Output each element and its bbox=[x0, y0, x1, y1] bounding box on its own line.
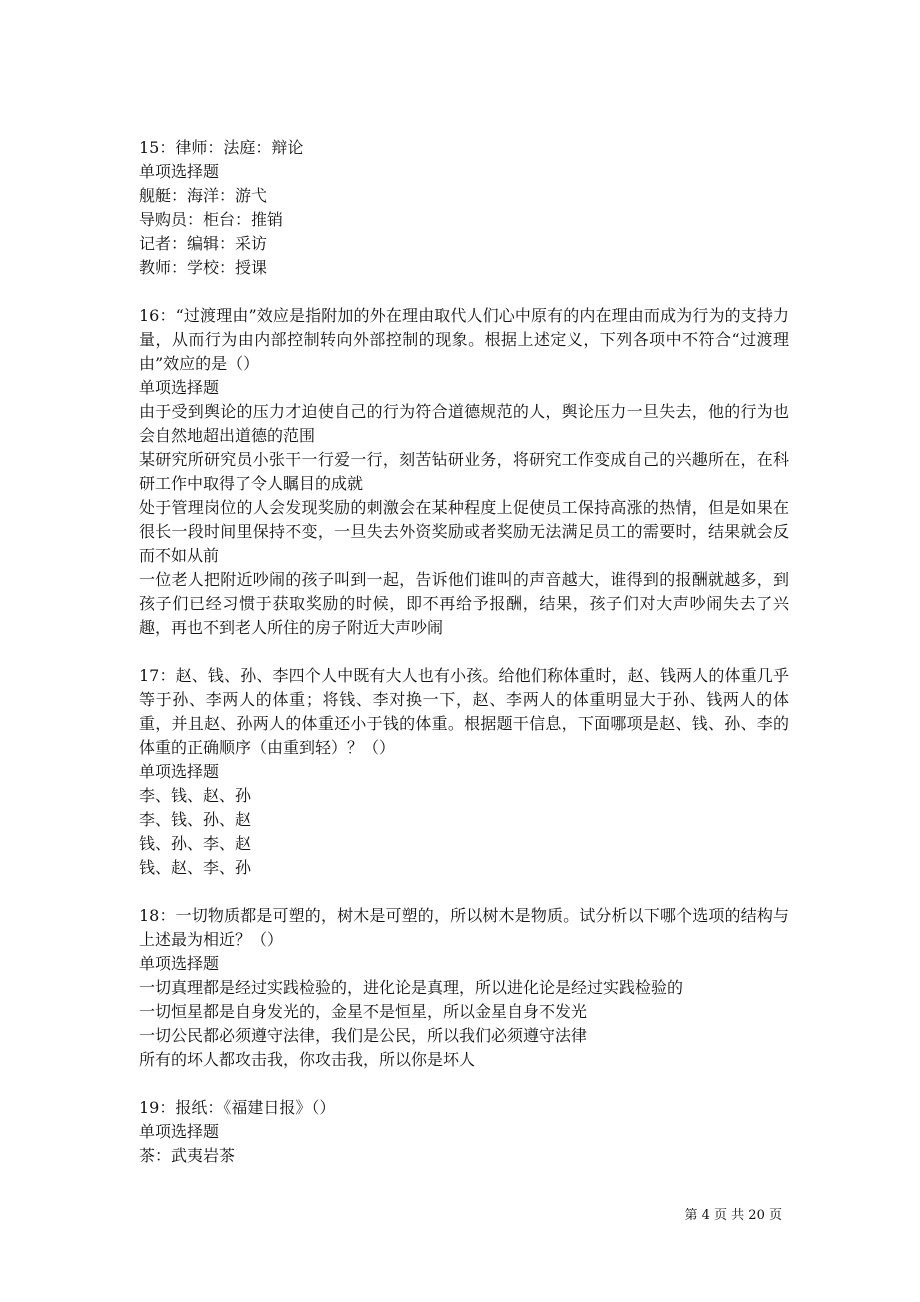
option-c: 一切公民都必须遵守法律，我们是公民，所以我们必须遵守法律 bbox=[139, 1026, 588, 1045]
document-body bbox=[139, 136, 789, 1192]
question-stem: 15：律师：法庭：辩论 bbox=[139, 138, 304, 157]
option-a: 由于受到舆论的压力才迫使自己的行为符合道德规范的人，舆论压力一旦失去，他的行为也会自然地超出道德的范围 bbox=[139, 402, 789, 445]
option-d: 一位老人把附近吵闹的孩子叫到一起，告诉他们谁叫的声音越大，谁得到的报酬就越多，到孩子们已经习惯于获取奖励的时候，即不再给予报酬，结果，孩子们对大声吵闹失去了兴趣，再也不到老人所住的房子附近大声吵闹 bbox=[139, 570, 789, 637]
footer-middle: 页 共 bbox=[714, 1208, 745, 1223]
option-a: 一切真理都是经过实践检验的，进化论是真理，所以进化论是经过实践检验的 bbox=[139, 978, 684, 997]
question-type: 单项选择题 bbox=[139, 954, 220, 973]
page-footer bbox=[684, 1208, 782, 1224]
option-c: 钱、孙、李、赵 bbox=[139, 834, 252, 853]
option-d: 钱、赵、李、孙 bbox=[139, 858, 252, 877]
option-c: 记者：编辑：采访 bbox=[139, 234, 268, 253]
question-type: 单项选择题 bbox=[139, 762, 220, 781]
question-type: 单项选择题 bbox=[139, 162, 220, 181]
footer-prefix: 第 bbox=[684, 1208, 698, 1223]
option-b: 一切恒星都是自身发光的，金星不是恒星，所以金星自身不发光 bbox=[139, 1002, 588, 1021]
option-a: 茶：武夷岩茶 bbox=[139, 1146, 236, 1165]
question-19 bbox=[139, 1096, 789, 1168]
option-a: 舰艇：海洋：游弋 bbox=[139, 186, 268, 205]
question-stem: 16：“过渡理由”效应是指附加的外在理由取代人们心中原有的内在理由而成为行为的支持力量，从而行为由内部控制转向外部控制的现象。根据上述定义，下列各项中不符合“过渡理由”效应的是（） bbox=[139, 306, 789, 373]
option-b: 李、钱、孙、赵 bbox=[139, 810, 252, 829]
total-pages: 20 bbox=[748, 1208, 765, 1223]
option-a: 李、钱、赵、孙 bbox=[139, 786, 252, 805]
option-b: 某研究所研究员小张干一行爱一行，刻苦钻研业务，将研究工作变成自己的兴趣所在，在科研工作中取得了令人瞩目的成就 bbox=[139, 450, 789, 493]
question-18 bbox=[139, 904, 789, 1072]
question-stem: 18：一切物质都是可塑的，树木是可塑的，所以树木是物质。试分析以下哪个选项的结构与上述最为相近？（） bbox=[139, 906, 789, 949]
option-c: 处于管理岗位的人会发现奖励的刺激会在某种程度上促使员工保持高涨的热情，但是如果在很长一段时间里保持不变，一旦失去外资奖励或者奖励无法满足员工的需要时，结果就会反而不如从前 bbox=[139, 498, 789, 565]
option-d: 教师：学校：授课 bbox=[139, 258, 268, 277]
question-17 bbox=[139, 664, 789, 880]
footer-suffix: 页 bbox=[768, 1208, 782, 1223]
question-15 bbox=[139, 136, 789, 280]
page-number: 4 bbox=[701, 1208, 710, 1223]
option-b: 导购员：柜台：推销 bbox=[139, 210, 284, 229]
question-type: 单项选择题 bbox=[139, 378, 220, 397]
question-stem: 17：赵、钱、孙、李四个人中既有大人也有小孩。给他们称体重时，赵、钱两人的体重几乎等于孙、李两人的体重；将钱、李对换一下，赵、李两人的体重明显大于孙、钱两人的体重，并且赵、孙两人的体重还小于钱的体重。根据题干信息，下面哪项是赵、钱、孙、李的体重的正确顺序（由重到轻）？（） bbox=[139, 666, 789, 757]
question-16 bbox=[139, 304, 789, 640]
question-type: 单项选择题 bbox=[139, 1122, 220, 1141]
question-stem: 19：报纸：《福建日报》（） bbox=[139, 1098, 336, 1117]
option-d: 所有的坏人都攻击我，你攻击我，所以你是坏人 bbox=[139, 1050, 476, 1069]
